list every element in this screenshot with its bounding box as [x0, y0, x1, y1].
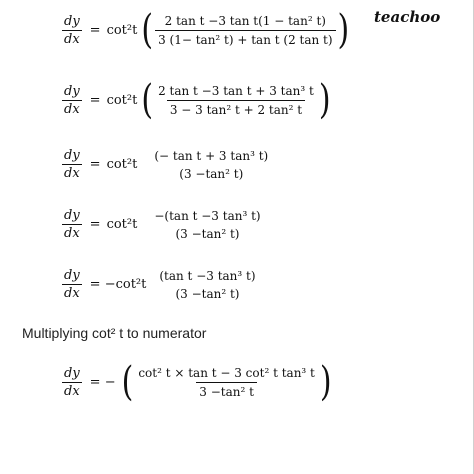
fraction-numerator: (tan t −3 tan³ t) — [159, 268, 256, 283]
left-paren: ( — [121, 358, 134, 406]
right-paren: ) — [337, 6, 350, 54]
derivative-lhs — [62, 268, 82, 301]
equation-step-2 — [62, 76, 331, 124]
fraction-denominator: (3 −tan² t) — [175, 226, 240, 241]
coefficient: cot²t — [106, 157, 138, 172]
lhs-denominator: dx — [64, 166, 80, 181]
fraction — [156, 269, 258, 301]
coefficient: cot²t — [106, 217, 138, 232]
lhs-numerator: dy — [64, 366, 80, 381]
fraction-denominator: 3 (1− tan² t) + tan t (2 tan t) — [155, 30, 335, 47]
lhs-denominator: dx — [64, 286, 80, 301]
fraction — [155, 84, 317, 117]
left-paren: ( — [141, 76, 154, 124]
equals-sign: = — [89, 157, 101, 172]
lhs-denominator: dx — [64, 384, 80, 399]
derivative-lhs — [62, 84, 82, 117]
equals-sign: = — [89, 23, 101, 38]
coefficient: cot²t — [106, 93, 138, 108]
derivative-lhs — [62, 366, 82, 399]
fraction-denominator: 3 −tan² t — [196, 382, 257, 399]
fraction — [155, 14, 335, 47]
lhs-denominator: dx — [64, 32, 80, 47]
lhs-numerator: dy — [64, 268, 80, 283]
fraction — [151, 209, 263, 241]
fraction-numerator: (− tan t + 3 tan³ t) — [154, 148, 269, 163]
coefficient: cot²t — [106, 23, 138, 38]
derivative-lhs — [62, 14, 82, 47]
lhs-numerator: dy — [64, 14, 80, 29]
fraction — [135, 366, 318, 399]
derivative-lhs — [62, 208, 82, 241]
equation-step-5 — [62, 268, 261, 301]
fraction-denominator: (3 −tan² t) — [175, 286, 240, 301]
lhs-numerator: dy — [64, 84, 80, 99]
fraction-denominator: (3 −tan² t) — [179, 166, 244, 181]
lhs-numerator: dy — [64, 208, 80, 223]
equation-step-4 — [62, 208, 266, 241]
equals-sign: = − — [89, 375, 116, 390]
lhs-denominator: dx — [64, 226, 80, 241]
fraction-numerator: −(tan t −3 tan³ t) — [154, 208, 261, 223]
fraction-numerator: 2 tan t −3 tan t + 3 tan³ t — [158, 84, 314, 98]
fraction-numerator: cot² t × tan t − 3 cot² t tan³ t — [138, 366, 315, 380]
lhs-numerator: dy — [64, 148, 80, 163]
equation-step-6 — [62, 358, 332, 406]
fraction-numerator: 2 tan t −3 tan t(1 − tan² t) — [164, 14, 326, 28]
right-paren: ) — [318, 76, 331, 124]
teachoo-logo: teachoo — [374, 8, 441, 26]
fraction — [151, 149, 271, 181]
fraction-denominator: 3 − 3 tan² t + 2 tan² t — [167, 100, 305, 117]
left-paren: ( — [141, 6, 154, 54]
equals-sign: = — [89, 93, 101, 108]
equation-step-3 — [62, 148, 273, 181]
lhs-denominator: dx — [64, 102, 80, 117]
equals-sign: = — [89, 217, 101, 232]
explanation-note: Multiplying cot² t to numerator — [22, 325, 207, 341]
derivative-lhs — [62, 148, 82, 181]
equals-sign: = −cot²t — [89, 277, 147, 292]
equation-step-1 — [62, 6, 350, 54]
right-paren: ) — [319, 358, 332, 406]
